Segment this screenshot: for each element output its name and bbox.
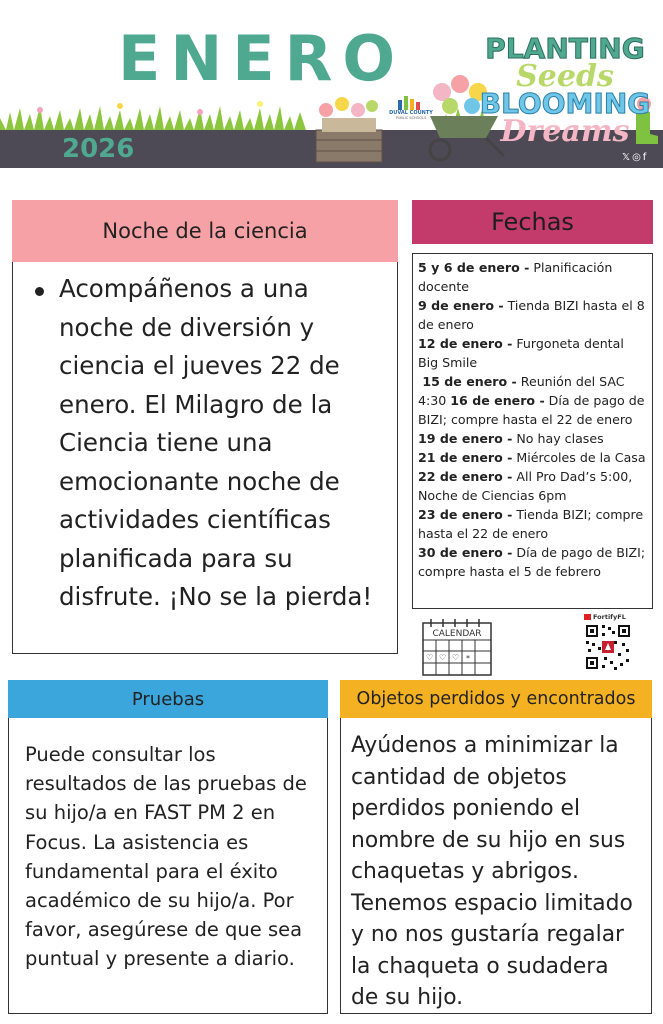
fecha-date: 16 de enero -: [450, 393, 545, 408]
fecha-text: Reunión del SAC 4:30: [418, 374, 625, 408]
fortify-label: [584, 613, 640, 621]
fechas-item: [418, 543, 647, 581]
objetos-body: [340, 718, 652, 1014]
fechas-item: [418, 334, 647, 372]
district-name: DUVAL COUNTY: [389, 110, 433, 116]
fechas-item: [418, 372, 647, 429]
fortify-qr-block[interactable]: [584, 613, 640, 677]
objetos-title: Objetos perdidos y encontrados: [356, 689, 636, 709]
fechas-item: [418, 429, 647, 448]
facebook-icon[interactable]: f: [642, 152, 649, 163]
x-icon[interactable]: 𝕏: [622, 152, 633, 163]
calendar-icon: [421, 617, 493, 677]
svg-text:♡: ♡: [426, 653, 434, 662]
objetos-header: [340, 680, 652, 718]
fortify-flag-icon: [584, 614, 591, 620]
district-logo-icon: [396, 96, 426, 110]
fecha-date: 5 y 6 de enero -: [418, 260, 530, 275]
fortify-text: FortifyFL: [593, 613, 626, 621]
ciencia-bullet: Acompáñenos a una noche de diversión y ciencia el jueves 22 de enero. El Milagro de la Ciencia tiene una emocionante noche de actividades científicas planificada para su disfrute. ¡No se la pierda!: [35, 270, 389, 617]
fechas-body: [412, 253, 653, 609]
theme-word-planting: PLANTING: [485, 32, 645, 65]
fecha-date: 30 de enero -: [418, 545, 513, 560]
fecha-text: No hay clases: [512, 431, 604, 446]
calendar-label: CALENDAR: [432, 629, 482, 639]
theme-word-dreams: Dreams: [500, 113, 630, 149]
flower-crate-decoration: [312, 96, 386, 166]
fecha-date: 23 de enero -: [418, 507, 513, 522]
fecha-text: Planificación docente: [418, 260, 613, 294]
fechas-item: [418, 467, 647, 505]
fechas-item: [418, 296, 647, 334]
fecha-date: 12 de enero -: [418, 336, 513, 351]
instagram-icon[interactable]: ◎: [632, 152, 643, 163]
ciencia-title: Noche de la ciencia: [102, 219, 308, 243]
district-subtitle: PUBLIC SCHOOLS: [395, 116, 427, 120]
ciencia-header: [12, 200, 398, 262]
pruebas-title: Pruebas: [131, 688, 205, 710]
fechas-title: Fechas: [491, 208, 574, 236]
fechas-item: [418, 448, 647, 467]
header-banner: [0, 0, 663, 168]
fechas-item: [418, 258, 647, 296]
fecha-text: All Pro Dad’s 5:00, Noche de Ciencias 6pm: [418, 469, 633, 503]
pruebas-header: [8, 680, 328, 718]
district-logo: [383, 96, 439, 128]
month-title: ENERO: [118, 22, 406, 95]
theme-title: [470, 32, 660, 149]
fecha-text: Tienda BIZI; compre hasta el 22 de enero: [418, 507, 644, 541]
theme-word-blooming: BLOOMING: [479, 87, 651, 121]
fecha-date: 15 de enero -: [418, 374, 517, 389]
fecha-text: Tienda BIZI hasta el 8 de enero: [418, 298, 645, 332]
ciencia-list: [13, 262, 397, 617]
qr-code-icon[interactable]: [584, 623, 632, 671]
pruebas-body: [8, 718, 328, 1014]
fecha-text: Miércoles de la Casa: [512, 450, 646, 465]
objetos-text: Ayúdenos a minimizar la cantidad de objetos perdidos poniendo el nombre de su hijo en sus chaquetas y abrigos. Tenemos espacio limitado y no nos gustaría regalar la chaqueta o sudadera de su hijo.: [351, 733, 633, 1010]
fechas-item: [418, 505, 647, 543]
fecha-date: 9 de enero -: [418, 298, 504, 313]
theme-word-seeds: Seeds: [516, 58, 614, 94]
svg-text:♡: ♡: [452, 653, 460, 662]
year-label: 2026: [62, 134, 135, 164]
fecha-date: 21 de enero -: [418, 450, 513, 465]
fecha-text: Día de pago de BIZI; compre hasta el 22 de enero: [418, 393, 645, 427]
fecha-text: Día de pago de BIZI; compre hasta el 5 de febrero: [418, 545, 646, 579]
ciencia-body: [12, 262, 398, 654]
pruebas-text: Puede consultar los resultados de las pruebas de su hijo/a en FAST PM 2 en Focus. La asistencia es fundamental para el éxito académico de su hijo/a. Por favor, asegúrese de que sea puntual y presente a diario.: [25, 743, 307, 971]
fecha-date: 19 de enero -: [418, 431, 513, 446]
svg-text:♡: ♡: [439, 653, 447, 662]
fechas-header: [412, 200, 653, 244]
fecha-date: 22 de enero -: [418, 469, 513, 484]
svg-text:*: *: [466, 654, 470, 663]
fecha-text: Furgoneta dental Big Smile: [418, 336, 624, 370]
social-links: [622, 152, 648, 163]
